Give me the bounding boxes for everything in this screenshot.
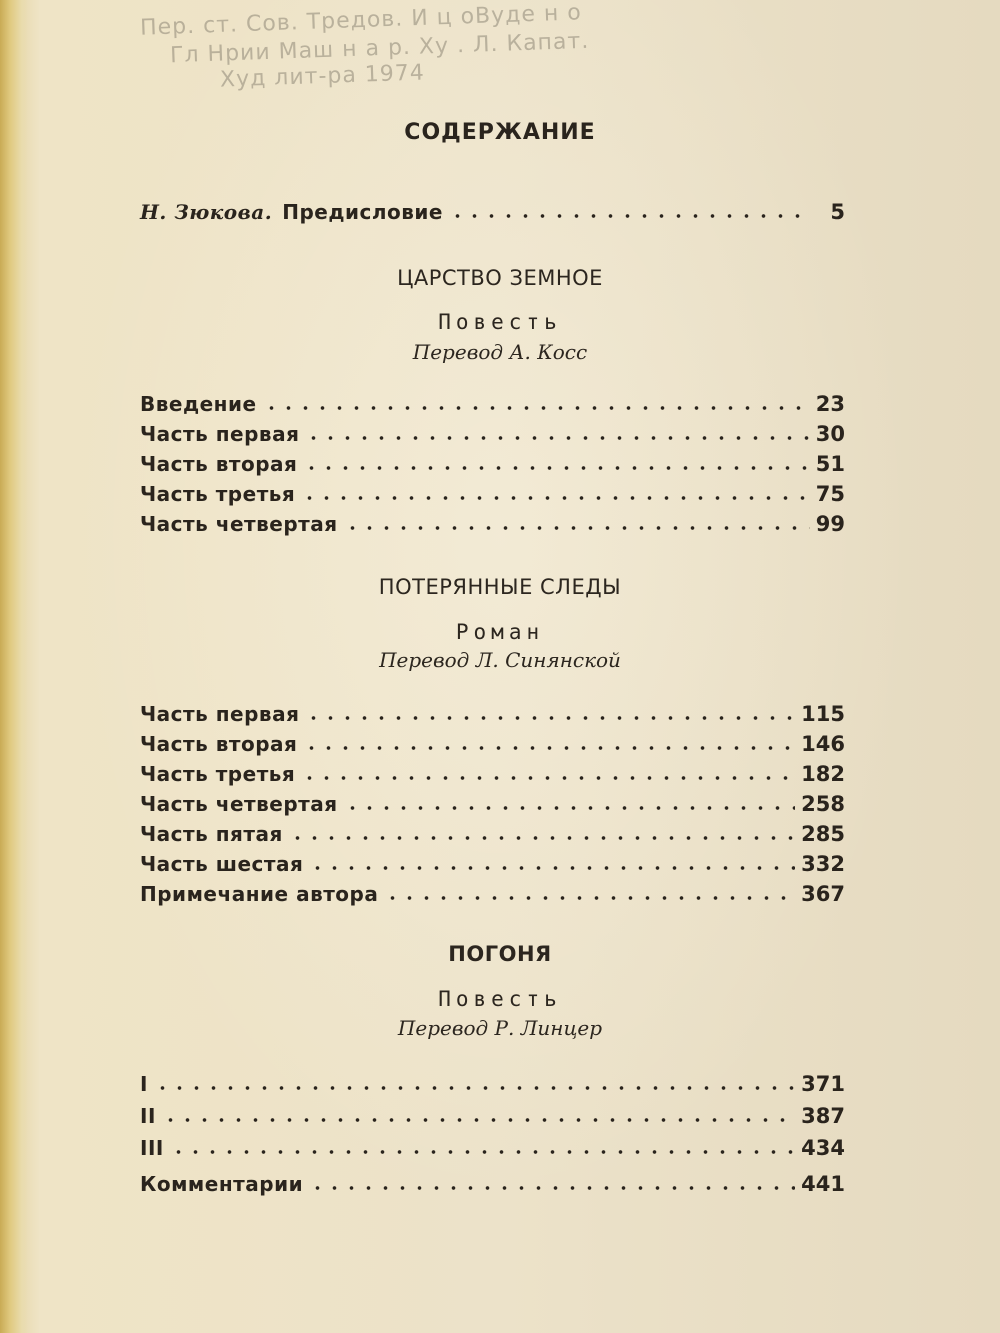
entry-label: Введение: [140, 392, 257, 416]
dot-leader: [301, 776, 795, 780]
section-title: ПОТЕРЯННЫЕ СЛЕДЫ: [378, 575, 622, 599]
entry-label: Часть третья: [140, 482, 296, 506]
dot-leader: [162, 1118, 795, 1122]
entry-label: Часть пятая: [140, 822, 283, 846]
section-translator: Перевод А. Косс: [412, 340, 588, 364]
dot-leader: [309, 866, 795, 870]
page-number: 182: [801, 762, 845, 786]
dot-leader: [305, 436, 809, 440]
page-number: 258: [801, 792, 845, 816]
section-genre: Повесть: [438, 310, 562, 334]
page-number: 30: [815, 422, 845, 446]
toc-entry[interactable]: [140, 702, 845, 732]
entry-label: Часть четвертая: [140, 792, 338, 816]
toc-entry[interactable]: [140, 512, 845, 542]
entry-label: II: [140, 1104, 156, 1128]
page-number: 367: [801, 882, 845, 906]
toc-entry[interactable]: [140, 822, 845, 852]
dot-leader: [449, 214, 806, 218]
entry-label: Часть первая: [140, 422, 300, 446]
toc-entry[interactable]: [140, 852, 845, 882]
section-translator: Перевод Р. Линцер: [397, 1016, 603, 1040]
dot-leader: [305, 716, 795, 720]
toc-entry[interactable]: [140, 422, 845, 452]
preface-author: Н. Зюкова.: [140, 200, 273, 224]
toc-entry[interactable]: [140, 482, 845, 512]
entry-label: Часть третья: [140, 762, 296, 786]
entry-label: Часть вторая: [140, 452, 298, 476]
page-number: 285: [801, 822, 845, 846]
section-genre: Повесть: [438, 987, 562, 1011]
page-number: 115: [801, 702, 845, 726]
page-number: 75: [815, 482, 845, 506]
page-number: 371: [801, 1072, 845, 1096]
entry-label: Часть шестая: [140, 852, 304, 876]
dot-leader: [303, 746, 795, 750]
dot-leader: [154, 1086, 795, 1090]
bleed-through-text: Гл Нрии Маш н а р. Ху . Л. Капат.: [169, 28, 590, 69]
dot-leader: [170, 1150, 795, 1154]
toc-entry[interactable]: [140, 732, 845, 762]
section-title: ПОГОНЯ: [448, 942, 552, 966]
section-title: ЦАРСТВО ЗЕМНОЕ: [397, 266, 603, 290]
dot-leader: [303, 466, 809, 470]
dot-leader: [344, 526, 810, 530]
page-number: 387: [801, 1104, 845, 1128]
page-number: 99: [815, 512, 845, 536]
page-number: 5: [830, 200, 845, 224]
dot-leader: [301, 496, 809, 500]
toc-entry[interactable]: [140, 1072, 845, 1102]
entry-label: Примечание автора: [140, 882, 379, 906]
contents-heading: СОДЕРЖАНИЕ: [404, 120, 596, 145]
entry-label: I: [140, 1072, 148, 1096]
entry-label: Часть первая: [140, 702, 300, 726]
entry-label: III: [140, 1136, 164, 1160]
preface-title: Предисловие: [282, 200, 443, 224]
dot-leader: [263, 406, 810, 410]
toc-entry[interactable]: [140, 1104, 845, 1134]
page-number: 23: [815, 392, 845, 416]
toc-entry-preface[interactable]: [140, 200, 845, 230]
entry-label: Часть вторая: [140, 732, 298, 756]
toc-entry[interactable]: [140, 1136, 845, 1166]
page-number: 51: [815, 452, 845, 476]
entry-label: Часть четвертая: [140, 512, 338, 536]
toc-entry[interactable]: [140, 762, 845, 792]
page-number: 434: [801, 1136, 845, 1160]
page-number: 332: [801, 852, 845, 876]
dot-leader: [344, 806, 796, 810]
dot-leader: [309, 1186, 795, 1190]
toc-entry[interactable]: [140, 452, 845, 482]
toc-entry-commentary[interactable]: [140, 1172, 845, 1202]
dot-leader: [289, 836, 795, 840]
toc-entry[interactable]: [140, 392, 845, 422]
toc-entry[interactable]: [140, 792, 845, 822]
dot-leader: [384, 896, 795, 900]
commentary-label: Комментарии: [140, 1172, 304, 1196]
section-translator: Перевод Л. Синянской: [379, 648, 621, 672]
section-genre: Роман: [455, 620, 545, 644]
toc-entry[interactable]: [140, 882, 845, 912]
bleed-through-text: Пер. ст. Сов. Тредов. И ц оВуде н о: [139, 0, 583, 41]
page-number: 146: [801, 732, 845, 756]
page-number: 441: [801, 1172, 845, 1196]
bleed-through-text: Худ лит-ра 1974: [219, 60, 426, 93]
